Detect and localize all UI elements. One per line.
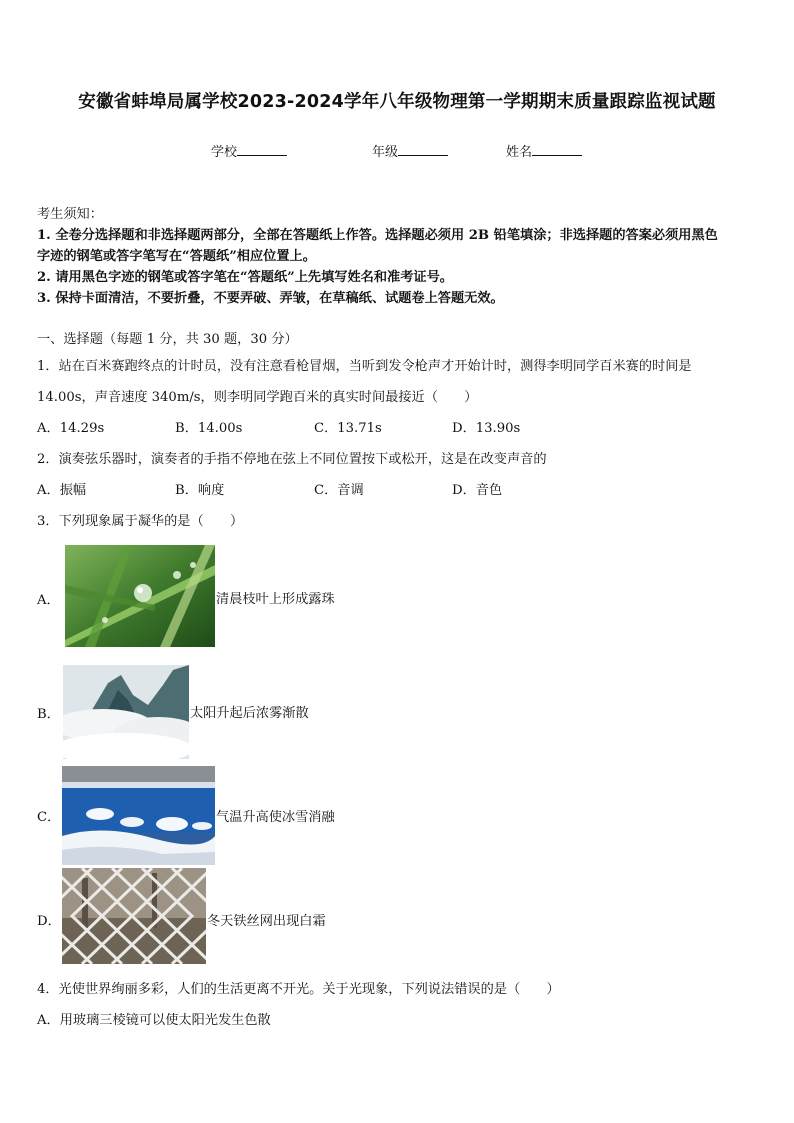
- q3-stem: 3．下列现象属于凝华的是（ ）: [37, 514, 244, 529]
- q4-option-a: A．用玻璃三棱镜可以使太阳光发生色散: [37, 1013, 271, 1028]
- name-field: [506, 141, 582, 160]
- q3-option-b-caption: 太阳升起后浓雾渐散: [190, 706, 309, 721]
- q1-option-d: D．13.90s: [452, 421, 521, 436]
- q3-option-c-label: C．: [37, 810, 61, 825]
- notice-heading: 考生须知：: [37, 207, 103, 222]
- section-heading: 一、选择题（每题 1 分，共 30 题，30 分）: [37, 332, 298, 347]
- q2-option-c: C．音调: [314, 483, 364, 498]
- frost-fence-image: [62, 868, 206, 964]
- notice-item-1-cont: 字迹的钢笔或答字笔写在“答题纸”相应位置上。: [37, 249, 316, 264]
- q1-option-b: B．14.00s: [175, 421, 243, 436]
- school-label: 学校: [211, 145, 238, 160]
- notice-item-2: 2. 请用黑色字迹的钢笔或答字笔在“答题纸”上先填写姓名和准考证号。: [37, 270, 453, 285]
- name-label: 姓名: [506, 145, 533, 160]
- notice-item-1: 1. 全卷分选择题和非选择题两部分，全部在答题纸上作答。选择题必须用 2B 铅笔填涂；非选择题的答案必须用黑色: [37, 228, 718, 243]
- fog-mountain-image: [63, 665, 189, 759]
- grade-blank: [398, 143, 448, 156]
- name-blank: [532, 143, 582, 156]
- q3-option-a-caption: 清晨枝叶上形成露珠: [216, 592, 335, 607]
- notice-item-3: 3. 保持卡面清洁，不要折叠，不要弄破、弄皱，在草稿纸、试题卷上答题无效。: [37, 291, 504, 306]
- q1-option-a: A．14.29s: [37, 421, 105, 436]
- q3-option-b-label: B．: [37, 707, 60, 722]
- snow-river-image: [62, 766, 215, 865]
- q2-option-a: A．振幅: [37, 483, 87, 498]
- q3-option-d-label: D．: [37, 914, 61, 929]
- q2-option-d: D．音色: [452, 483, 503, 498]
- q2-stem: 2．演奏弦乐器时，演奏者的手指不停地在弦上不同位置按下或松开，这是在改变声音的: [37, 452, 547, 467]
- q1-option-c: C．13.71s: [314, 421, 382, 436]
- q3-option-c-caption: 气温升高使冰雪消融: [216, 810, 335, 825]
- q1-stem-line1: 1．站在百米赛跑终点的计时员，没有注意看枪冒烟，当听到发令枪声才开始计时，测得李明同学百米赛的时间是: [37, 359, 692, 374]
- grade-label: 年级: [372, 145, 399, 160]
- q1-stem-line2: 14.00s，声音速度 340m/s，则李明同学跑百米的真实时间最接近（ ）: [37, 390, 478, 405]
- dewdrops-image: [65, 545, 215, 647]
- school-field: [211, 141, 287, 160]
- q3-option-a-label: A．: [37, 593, 60, 608]
- school-blank: [237, 143, 287, 156]
- q4-stem: 4．光使世界绚丽多彩，人们的生活更离不开光。关于光现象，下列说法错误的是（ ）: [37, 982, 560, 997]
- grade-field: [372, 141, 448, 160]
- q3-option-d-caption: 冬天铁丝网出现白霜: [207, 914, 326, 929]
- q2-option-b: B．响度: [175, 483, 225, 498]
- exam-title: 安徽省蚌埠局属学校2023-2024学年八年级物理第一学期期末质量跟踪监视试题: [78, 92, 716, 112]
